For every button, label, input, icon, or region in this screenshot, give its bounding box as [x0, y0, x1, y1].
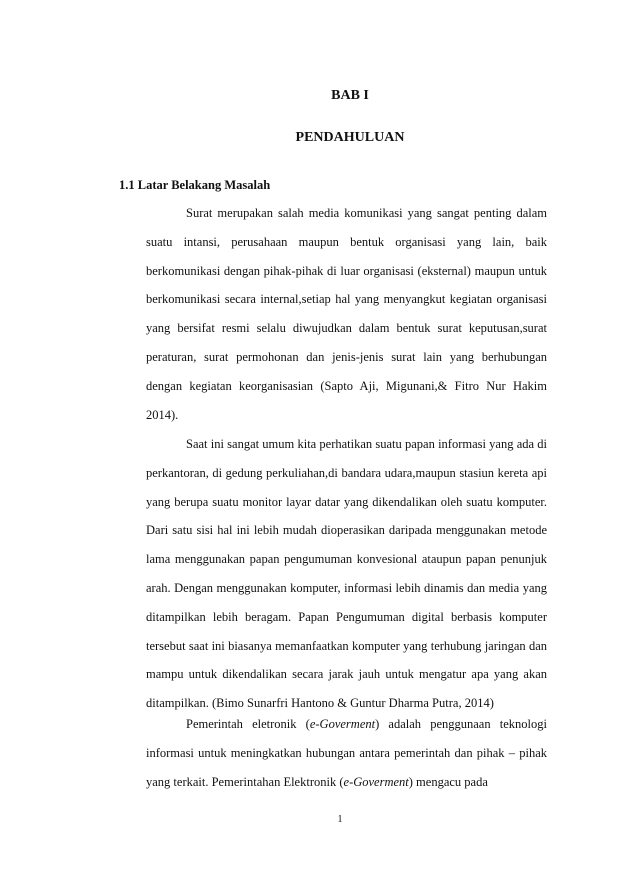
section-heading: 1.1 Latar Belakang Masalah [119, 178, 271, 192]
paragraph-2: Saat ini sangat umum kita perhatikan suatu papan informasi yang ada di perkantoran, di gedung perkuliahan,di bandara udara,maupun stasiun kereta api yang berupa suatu monitor layar datar yang dikendalikan oleh suatu komputer. Dari satu sisi hal ini lebih mudah dioperasikan daripada menggunakan metode lama menggunakan papan pengumuman konvesional ataupun papan penunjuk arah. Dengan menggunakan komputer, informasi lebih dinamis dan media yang ditampilkan lebih beragam. Papan Pengumuman digital berbasis komputer tersebut saat ini biasanya memanfaatkan komputer yang terhubung jaringan dan mampu untuk dikendalikan secara jarak jauh untuk mengatur apa yang akan ditampilkan. (Bimo Sunarfri Hantono & Guntur Dharma Putra, 2014) [146, 437, 547, 711]
chapter-number: BAB I [331, 88, 369, 103]
chapter-title: PENDAHULUAN [295, 130, 405, 145]
paragraph-3-term-2: e-Goverment [343, 774, 409, 789]
page-number: 1 [337, 814, 343, 825]
paragraph-3-text-2: ) adalah penggunaan teknologi informasi untuk meningkatkan hubungan antara pemerintah dan pihak – pihak yang terkait. Pemerintahan Elektronik ( [146, 717, 547, 789]
paragraph-3 [146, 710, 547, 796]
paragraph-3-text-3: ) mengacu pada [408, 774, 488, 789]
paragraph-3-term-1: e-Goverment [309, 717, 376, 731]
paragraph-1: Surat merupakan salah media komunikasi yang sangat penting dalam suatu intansi, perusahaan maupun bentuk organisasi yang lain, baik berkomunikasi dengan pihak-pihak di luar organisasi (eksternal) maupun untuk berkomunikasi secara internal,setiap hal yang menyangkut kegiatan organisasi yang bersifat resmi selalu diwujudkan dalam bentuk surat keputusan,surat peraturan, surat permohonan dan jenis-jenis surat lain yang berhubungan dengan kegiatan keorganisasian (Sapto Aji, Migunani,& Fitro Nur Hakim 2014). [146, 206, 547, 422]
paragraph-3-text-1: Pemerintah eletronik ( [186, 717, 310, 731]
